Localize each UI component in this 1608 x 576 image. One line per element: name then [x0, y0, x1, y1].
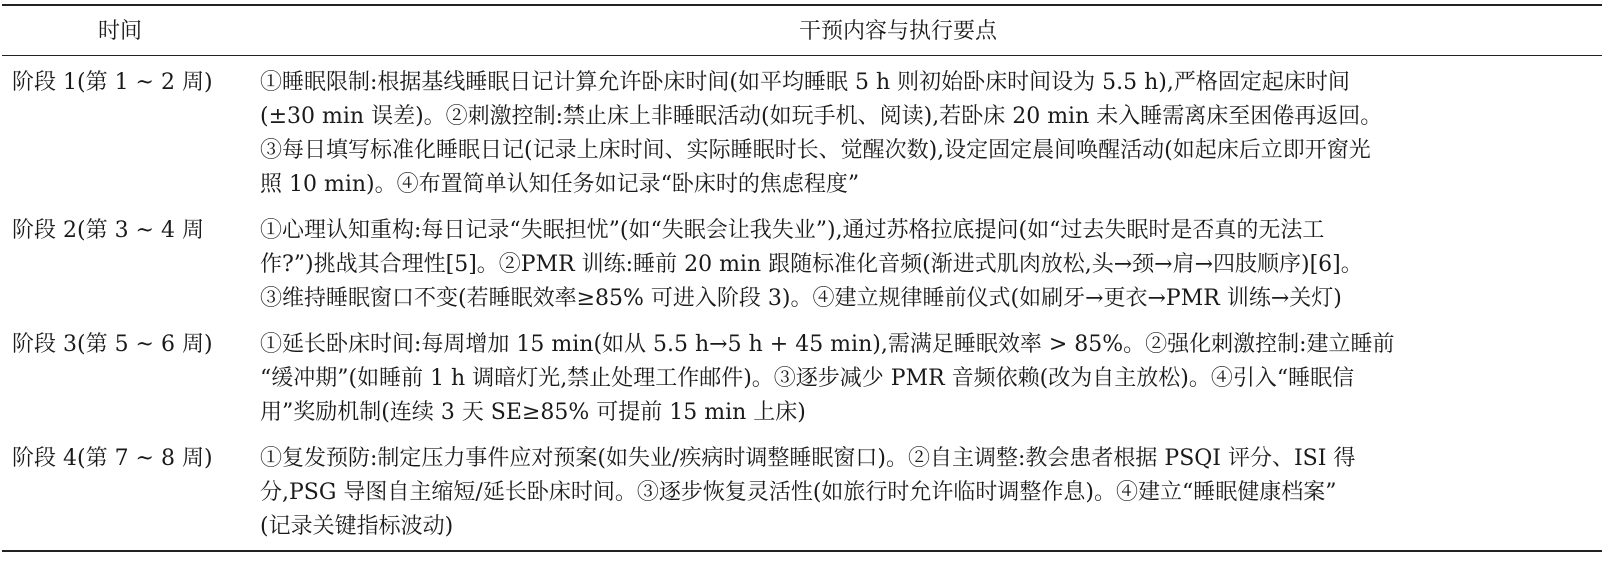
- stage-label: 阶段 1(第 1 ~ 2 周): [12, 70, 213, 95]
- table-header-row: [2, 6, 1602, 55]
- content-line: ①复发预防:制定压力事件应对预案(如失业/疾病时调整睡眠窗口)。②自主调整:教会患者根据 PSQI 评分、ISI 得: [260, 446, 1356, 471]
- content-line: ①睡眠限制:根据基线睡眠日记计算允许卧床时间(如平均睡眠 5 h 则初始卧床时间设为 5.5 h),严格固定起床时间: [260, 70, 1350, 95]
- content-line: ③每日填写标准化睡眠日记(记录上床时间、实际睡眠时长、觉醒次数),设定固定晨间唤醒活动(如起床后立即开窗光: [260, 138, 1371, 163]
- content-line: ①心理认知重构:每日记录“失眠担忧”(如“失眠会让我失业”),通过苏格拉底提问(如“过去失眠时是否真的无法工: [260, 218, 1325, 243]
- content-line: 分,PSG 导图自主缩短/延长卧床时间。③逐步恢复灵活性(如旅行时允许临时调整作息)。④建立“睡眠健康档案”: [260, 480, 1337, 505]
- content-line: 照 10 min)。④布置简单认知任务如记录“卧床时的焦虑程度”: [260, 172, 860, 197]
- stage-label: 阶段 2(第 3 ~ 4 周: [12, 218, 204, 243]
- content-line: ③维持睡眠窗口不变(若睡眠效率≥85% 可进入阶段 3)。④建立规律睡前仪式(如刷牙→更衣→PMR 训练→关灯): [260, 286, 1342, 311]
- content-line: 用”奖励机制(连续 3 天 SE≥85% 可提前 15 min 上床): [260, 400, 806, 425]
- content-line: (±30 min 误差)。②刺激控制:禁止床上非睡眠活动(如玩手机、阅读),若卧床 20 min 未入睡需离床至困倦再返回。: [260, 104, 1383, 129]
- content-line: ①延长卧床时间:每周增加 15 min(如从 5.5 h→5 h + 45 min),需满足睡眠效率 > 85%。②强化刺激控制:建立睡前: [260, 332, 1395, 357]
- content-line: (记录关键指标波动): [260, 514, 454, 539]
- stage-label: 阶段 4(第 7 ~ 8 周): [12, 446, 213, 471]
- stage-label: 阶段 3(第 5 ~ 6 周): [12, 332, 213, 357]
- stage-content: [260, 214, 1600, 316]
- content-line: 作?”)挑战其合理性[5]。②PMR 训练:睡前 20 min 跟随标准化音频(渐进式肌肉放松,头→颈→肩→四肢顺序)[6]。: [260, 252, 1363, 277]
- table-row: [2, 66, 1602, 202]
- header-time: 时间: [98, 19, 143, 44]
- stage-content: [260, 328, 1600, 430]
- intervention-table: [2, 4, 1602, 552]
- table-row: [2, 442, 1602, 544]
- table-body: [2, 56, 1602, 544]
- table-row: [2, 214, 1602, 316]
- header-content: 干预内容与执行要点: [799, 19, 998, 44]
- content-line: “缓冲期”(如睡前 1 h 调暗灯光,禁止处理工作邮件)。③逐步减少 PMR 音频依赖(改为自主放松)。④引入“睡眠信: [260, 366, 1355, 391]
- stage-content: [260, 66, 1600, 202]
- stage-content: [260, 442, 1600, 544]
- table-row: [2, 328, 1602, 430]
- table-bottom-rule: [2, 550, 1602, 552]
